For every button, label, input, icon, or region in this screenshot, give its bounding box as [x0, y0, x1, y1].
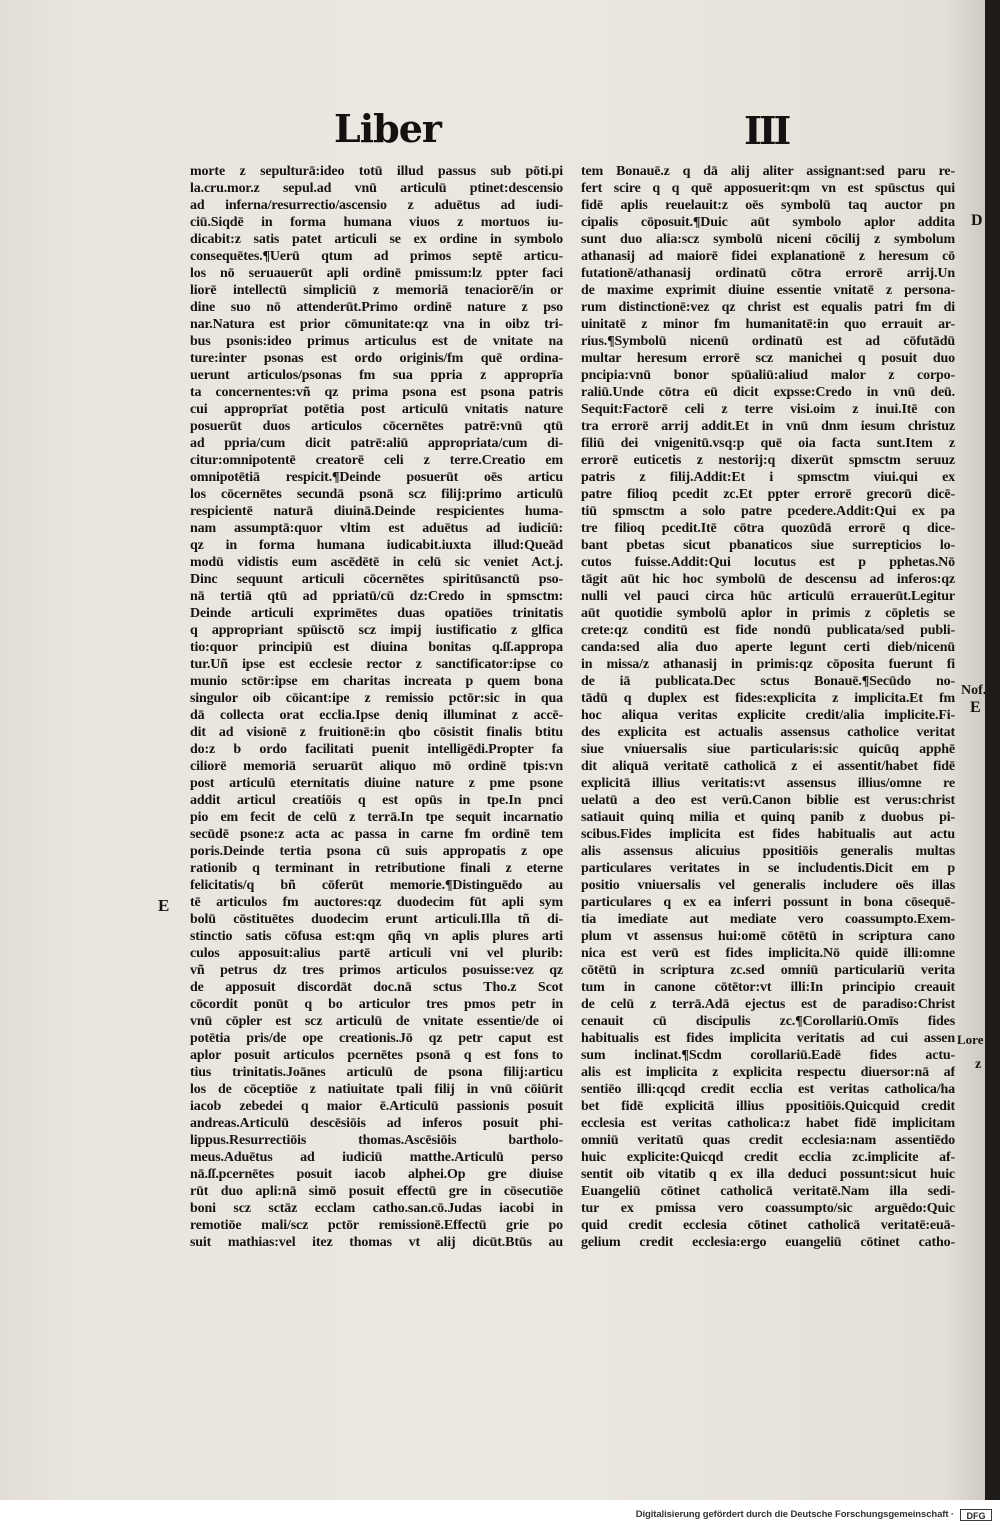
- left-column-line: singulor oib cōicant:ipe z remissio pctōr:sic in qua: [190, 691, 563, 706]
- left-column-line: boni scz sctāz ecclam catho.san.cō.Judas iacobi in: [190, 1201, 563, 1216]
- right-column-line: filiū dei vnigenitū.vsq:p quē oia facta sunt.Item z: [581, 436, 955, 451]
- left-column-line: los cōcernētes secundā psonā scz filij:primo articulū: [190, 487, 563, 502]
- right-column-line: tāgit aūt hic hoc symbolū de descensu ad inferos:qz: [581, 572, 955, 587]
- left-column-line: uerunt articulos/psonas fm sua ppria z approprīa: [190, 368, 563, 383]
- left-column-line: respicientē naturā diuinā.Deinde respicientes huma-: [190, 504, 563, 519]
- right-column-line: alis est implicita z explicita respectu diuersor:nā af: [581, 1065, 955, 1080]
- left-column-line: rationib q terminant in retributione finali z eterne: [190, 861, 563, 876]
- margin-note-z: z: [975, 1057, 982, 1072]
- right-column-line: uelatū a deo est verū.Canon biblie est verus:christ: [581, 793, 955, 808]
- left-column-line: stinctio satis cōfusa est:qm qñq vn aplis plures arti: [190, 929, 563, 944]
- left-column-line: cui approprīat potētia post articulū vnitatis nature: [190, 402, 563, 417]
- right-column-line: plum vt assensus hui:omē cōtētū in scriptura cano: [581, 929, 955, 944]
- right-column-line: tem Bonauē.z q dā alij aliter assignant:sed paru re-: [581, 164, 955, 179]
- digitization-credit: Digitalisierung gefördert durch die Deutsche Forschungsgemeinschaft ·: [635, 1509, 954, 1520]
- right-column-line: patre filioq pcedit zc.Et ppter errorē grecorū dicē-: [581, 487, 955, 502]
- left-column-line: vnū cōpler est scz articulū de vnitate essentie/de oi: [190, 1014, 563, 1029]
- right-column-line: tre filioq pcedit.Itē cōtra quozūdā errorē q dice-: [581, 521, 955, 536]
- right-column-line: tādū q duplex est fides:explicita z implicita.Et fm: [581, 691, 955, 706]
- right-column-line: crete:qz conditū est fide nondū publicata/sed publi-: [581, 623, 955, 638]
- right-column-line: explicitā illius veritatis:vt assensus illius/omne re: [581, 776, 955, 791]
- left-column-line: remotiōe mali/scz pctōr remissionē.Effectū grie po: [190, 1218, 563, 1233]
- left-column-line: omnipotētiā respicit.¶Deinde posuerūt oēs articu: [190, 470, 563, 485]
- right-column-line: nica est verū est fides implicita.Nō quidē illi:omne: [581, 946, 955, 961]
- left-column-line: los nō seruauerūt apli ordinē pmissum:lz ppter faci: [190, 266, 563, 281]
- left-column-line: morte z sepulturā:ideo totū illud passus sub pōti.pi: [190, 164, 563, 179]
- right-column-line: cipalis cōposuit.¶Duic aūt symbolo aplor addita: [581, 215, 955, 230]
- running-head-book-number: III: [744, 108, 789, 153]
- left-column-line: post articulū eternitatis diuine nature z pme psone: [190, 776, 563, 791]
- left-column-line: culos apposuit:alius partē articuli vni vel plurib:: [190, 946, 563, 961]
- right-column-line: tur ex pmissa vero coassumpto/sic arguēdo:Quic: [581, 1201, 955, 1216]
- right-column-line: huic explicite:Quicqd credit ecclia zc.implicite af-: [581, 1150, 955, 1165]
- left-column-line: nam assumptā:quor vltim est aduētus ad iudiciū:: [190, 521, 563, 536]
- right-column-line: cōtētū in scriptura zc.sed omniū particulariū verita: [581, 963, 955, 978]
- margin-note-e: E: [970, 699, 981, 716]
- left-column-line: tius trinitatis.Joānes articulū de psona filij:articu: [190, 1065, 563, 1080]
- left-column-line: ciū.Siqdē in forma humana viuos z mortuos iu-: [190, 215, 563, 230]
- left-column-line: cōcordit ponūt q bo articulor tres pmos petr in: [190, 997, 563, 1012]
- right-column-line: de celū z terrā.Adā ejectus est de paradiso:Christ: [581, 997, 955, 1012]
- left-column-line: bolū cōstituētes duodecim erunt articuli.Illa tñ di-: [190, 912, 563, 927]
- right-text-column: [581, 163, 955, 1251]
- right-column-line: habitualis est fides implicita veritatis ad cui assen: [581, 1031, 955, 1046]
- left-column-line: consequētes.¶Uerū qtum ad primos septē articu-: [190, 249, 563, 264]
- left-column-line: tio:quor principiū est diuina bonitas q.ſſ.appropa: [190, 640, 563, 655]
- right-column-line: tum in canone cōtētor:vt illi:In principio creauit: [581, 980, 955, 995]
- left-column-line: citur:omnipotentē creatorē celi z terre.Creatio em: [190, 453, 563, 468]
- right-column-line: raliū.Unde cōtra eū dicit expsse:Credo in vnū deū.: [581, 385, 955, 400]
- right-column-line: quid credit ecclesia cōtinet catholicā veritatē:euā-: [581, 1218, 955, 1233]
- left-column-line: ciliorē memoriā seruarūt aliquo mō ordinē tpis:vn: [190, 759, 563, 774]
- left-column-line: Deinde articuli exprimētes duas opatiōes trinitatis: [190, 606, 563, 621]
- left-column-line: qz in forma humana iudicabit.iuxta illud:Queād: [190, 538, 563, 553]
- left-column-line: tur.Uñ ipse est ecclesie rector z sanctificator:ipse co: [190, 657, 563, 672]
- right-column-line: tiū spmsctm a solo patre pcedere.Addit:Qui ex pa: [581, 504, 955, 519]
- scan-edge: [985, 0, 1000, 1500]
- right-column-line: ecclesia est veritas catholica:z habet fidē implicitam: [581, 1116, 955, 1131]
- left-text-column: [190, 163, 563, 1251]
- right-column-line: sum inclinat.¶Scdm corollariū.Eadē fides actu-: [581, 1048, 955, 1063]
- right-column-line: Euangeliū cōtinet catholicā veritatē.Nam illa sedi-: [581, 1184, 955, 1199]
- right-column-line: particulares veritates in se includentis.Dicit em p: [581, 861, 955, 876]
- left-column-line: potētia pris/de ope creationis.Jō qz petr caput est: [190, 1031, 563, 1046]
- left-column-line: nā tertiā qtū ad ppriatū/cū dz:Credo in spmsctm:: [190, 589, 563, 604]
- left-column-line: do:z b ordo facilitati puenit intelligēdi.Propter fa: [190, 742, 563, 757]
- right-column-line: futationē/athanasij ordinatū cōtra errorē arrij.Un: [581, 266, 955, 281]
- right-column-line: canda:sed alia duo aperte legunt certi dieb/nicenū: [581, 640, 955, 655]
- right-column-line: nulli vel pauci circa hūc articulū errauerūt.Legitur: [581, 589, 955, 604]
- left-column-line: los de cōceptiōe z natiuitate tpali filij in vnū cōiūrit: [190, 1082, 563, 1097]
- left-column-line: secūdē psone:z acta ac passa in carne fm ordinē tem: [190, 827, 563, 842]
- left-column-line: ad inferna/resurrectio/ascensio z aduētus ad iudi-: [190, 198, 563, 213]
- left-column-line: liorē intellectū simpliciū z memoriā tenaciorē/in or: [190, 283, 563, 298]
- right-column-line: fert scire q q quē apposuerit:qm vn est spūsctus qui: [581, 181, 955, 196]
- running-head-liber: Liber: [334, 106, 441, 151]
- right-column-line: de maxime exprimit diuine essentie vnitatē z persona-: [581, 283, 955, 298]
- right-column-line: de iā publicata.Dec sctus Bonauē.¶Secūdo no-: [581, 674, 955, 689]
- left-column-line: nā.ſſ.pcernētes posuit iacob alphei.Op gre diuise: [190, 1167, 563, 1182]
- left-column-line: dit ad visionē z fruitionē:in qbo cōsistit finalis btitu: [190, 725, 563, 740]
- margin-note-nos: Nof.: [961, 683, 987, 698]
- right-column-line: Sequit:Factorē celi z terre visi.oim z inui.Itē con: [581, 402, 955, 417]
- right-column-line: tia imediate aut mediate vero coassumpto.Exem-: [581, 912, 955, 927]
- right-column-line: hoc aliqua veritas explicite credit/alia implicite.Fi-: [581, 708, 955, 723]
- right-column-line: particulares q ex ea inferri possunt in bona cōsequē-: [581, 895, 955, 910]
- left-column-line: dine suo nō attenderūt.Primo ordinē nature z pso: [190, 300, 563, 315]
- left-column-line: bus psonis:ideo primus articulus est de vnitate na: [190, 334, 563, 349]
- right-column-line: in missa/z athanasij in primis:qz cōposita fuerunt fi: [581, 657, 955, 672]
- right-column-line: aūt quotidie symbolū aplor in primis z cōpletis se: [581, 606, 955, 621]
- left-column-line: ture:inter psonas est ordo originis/fm quē ordina-: [190, 351, 563, 366]
- right-column-line: satiauit quinq milia et quinq panib z duobus pi-: [581, 810, 955, 825]
- left-column-line: dicabit:z satis patet articuli se ex ordine in symbolo: [190, 232, 563, 247]
- margin-note-d: D: [971, 212, 983, 229]
- left-column-line: rūt duo apli:nā simō posuit effectū gre in cōsecutiōe: [190, 1184, 563, 1199]
- margin-note-left-e: E: [158, 896, 170, 915]
- right-column-line: errorē euticetis z nestorij:q dixerūt spmsctm seruuz: [581, 453, 955, 468]
- left-column-line: nar.Natura est prior cōmunitate:qz vna in oibz tri-: [190, 317, 563, 332]
- left-column-line: pio em fecit de celū z terrā.In tpe sequit incarnatio: [190, 810, 563, 825]
- right-column-line: sentit oib vitatib q ex illa deduci possunt:sicut huic: [581, 1167, 955, 1182]
- left-column-line: felicitatis/q bñ cōferūt memorie.¶Distinguēdo au: [190, 878, 563, 893]
- right-column-line: rius.¶Symbolū nicenū ordinatū est ad cōfutādū: [581, 334, 955, 349]
- right-column-line: bant pbetas sicut pbanaticos siue surrepticios lo-: [581, 538, 955, 553]
- right-column-line: athanasij ad maiorē fidei explanationē z heresum cō: [581, 249, 955, 264]
- left-column-line: de apposuit discordāt doc.nā sctus Tho.z Scot: [190, 980, 563, 995]
- left-column-line: posuerūt duos articulos cōcernētes patrē:vnū qtū: [190, 419, 563, 434]
- right-column-line: gelium credit ecclesia:ergo euangeliū cōtinet catho-: [581, 1235, 955, 1250]
- right-column-line: des explicita est actualis assensus catholice veritat: [581, 725, 955, 740]
- right-column-line: siue vniuersalis siue particularis:sic quicūq apphē: [581, 742, 955, 757]
- dfg-logo: DFG: [960, 1509, 992, 1521]
- right-column-line: tra errorē arrij addit.Et in vnū dnm iesum christuz: [581, 419, 955, 434]
- left-column-line: lippus.Resurrectiōis thomas.Ascēsiōis bartholo-: [190, 1133, 563, 1148]
- right-column-line: sunt duo alia:scz symbolū niceni cōcilij z symbolum: [581, 232, 955, 247]
- right-column-line: cutos fuisse.Addit:Qui locutus est p pphetas.Nō: [581, 555, 955, 570]
- right-column-line: alis assensus alicuius ppositiōis generalis multas: [581, 844, 955, 859]
- left-column-line: meus.Aduētus ad iudiciū matthe.Articulū perso: [190, 1150, 563, 1165]
- left-column-line: q appropriant spūisctō scz impij iustificatio z glfica: [190, 623, 563, 638]
- left-column-line: ta concernentes:vñ qz prima psona est psona patris: [190, 385, 563, 400]
- right-column-line: positio vniuersalis vel generalis includere oēs illas: [581, 878, 955, 893]
- left-column-line: iacob zebedei q maior ē.Articulū passionis posuit: [190, 1099, 563, 1114]
- left-column-line: dā collecta orat ecclia.Ipse deniq illuminat z accē-: [190, 708, 563, 723]
- left-column-line: vñ petrus dz tres primos articulos posuisse:vez qz: [190, 963, 563, 978]
- left-column-line: poris.Deinde tertia psona cū suis appropatis z ope: [190, 844, 563, 859]
- right-column-line: fidē aplis reuelauit:z oēs symbolū taq auctor pn: [581, 198, 955, 213]
- left-column-line: modū vidistis eum ascēdētē in celū sic veniet Act.j.: [190, 555, 563, 570]
- right-column-line: dit aliquā veritatē catholicā z ei assentit/habet fidē: [581, 759, 955, 774]
- right-column-line: cenauit cū discipulis zc.¶Corollariū.Omīs fides: [581, 1014, 955, 1029]
- left-column-line: tē articulos fm auctores:qz duodecim fūt apli sym: [190, 895, 563, 910]
- right-column-line: patris z filij.Addit:Et i spmsctm viui.qui ex: [581, 470, 955, 485]
- right-column-line: multar heresum errorē scz manichei q posuit duo: [581, 351, 955, 366]
- right-column-line: omniū veritatū quas credit ecclesia:nam assentiēdo: [581, 1133, 955, 1148]
- right-column-line: sentiēo illi:qcqd credit ecclia est veritas catholica/ha: [581, 1082, 955, 1097]
- right-column-line: pncipia:vnū bonor spūaliū:aliud malor z corpo-: [581, 368, 955, 383]
- left-column-line: Dinc sequunt articuli cōcernētes spiritūsanctū pso-: [190, 572, 563, 587]
- right-column-line: uinitatē z minor fm humanitatē:in quo errauit ar-: [581, 317, 955, 332]
- right-column-line: scibus.Fides implicita est fides habitualis aut actu: [581, 827, 955, 842]
- left-column-line: la.cru.mor.z sepul.ad vnū articulū ptinet:descensio: [190, 181, 563, 196]
- right-column-line: bet fidē explicitā illius ppositiōis.Quicquid credit: [581, 1099, 955, 1114]
- margin-note-cor: Lore: [957, 1032, 984, 1047]
- left-column-line: suit mathias:vel itez thomas vt alij dicūt.Btūs au: [190, 1235, 563, 1250]
- right-column-line: rum distinctionē:vez qz christ est equalis patri fm di: [581, 300, 955, 315]
- left-column-line: munio sctōr:ipse em charitas increata p quem bona: [190, 674, 563, 689]
- left-column-line: andreas.Articulū descēsiōis ad inferos posuit phi-: [190, 1116, 563, 1131]
- left-column-line: aplor posuit articulos pcernētes psonā q est fons to: [190, 1048, 563, 1063]
- left-column-line: ad ppria/cum dicit patrē:aliū appropriata/cum di-: [190, 436, 563, 451]
- left-column-line: addit articul creatiōis q est opūs in tpe.In pnci: [190, 793, 563, 808]
